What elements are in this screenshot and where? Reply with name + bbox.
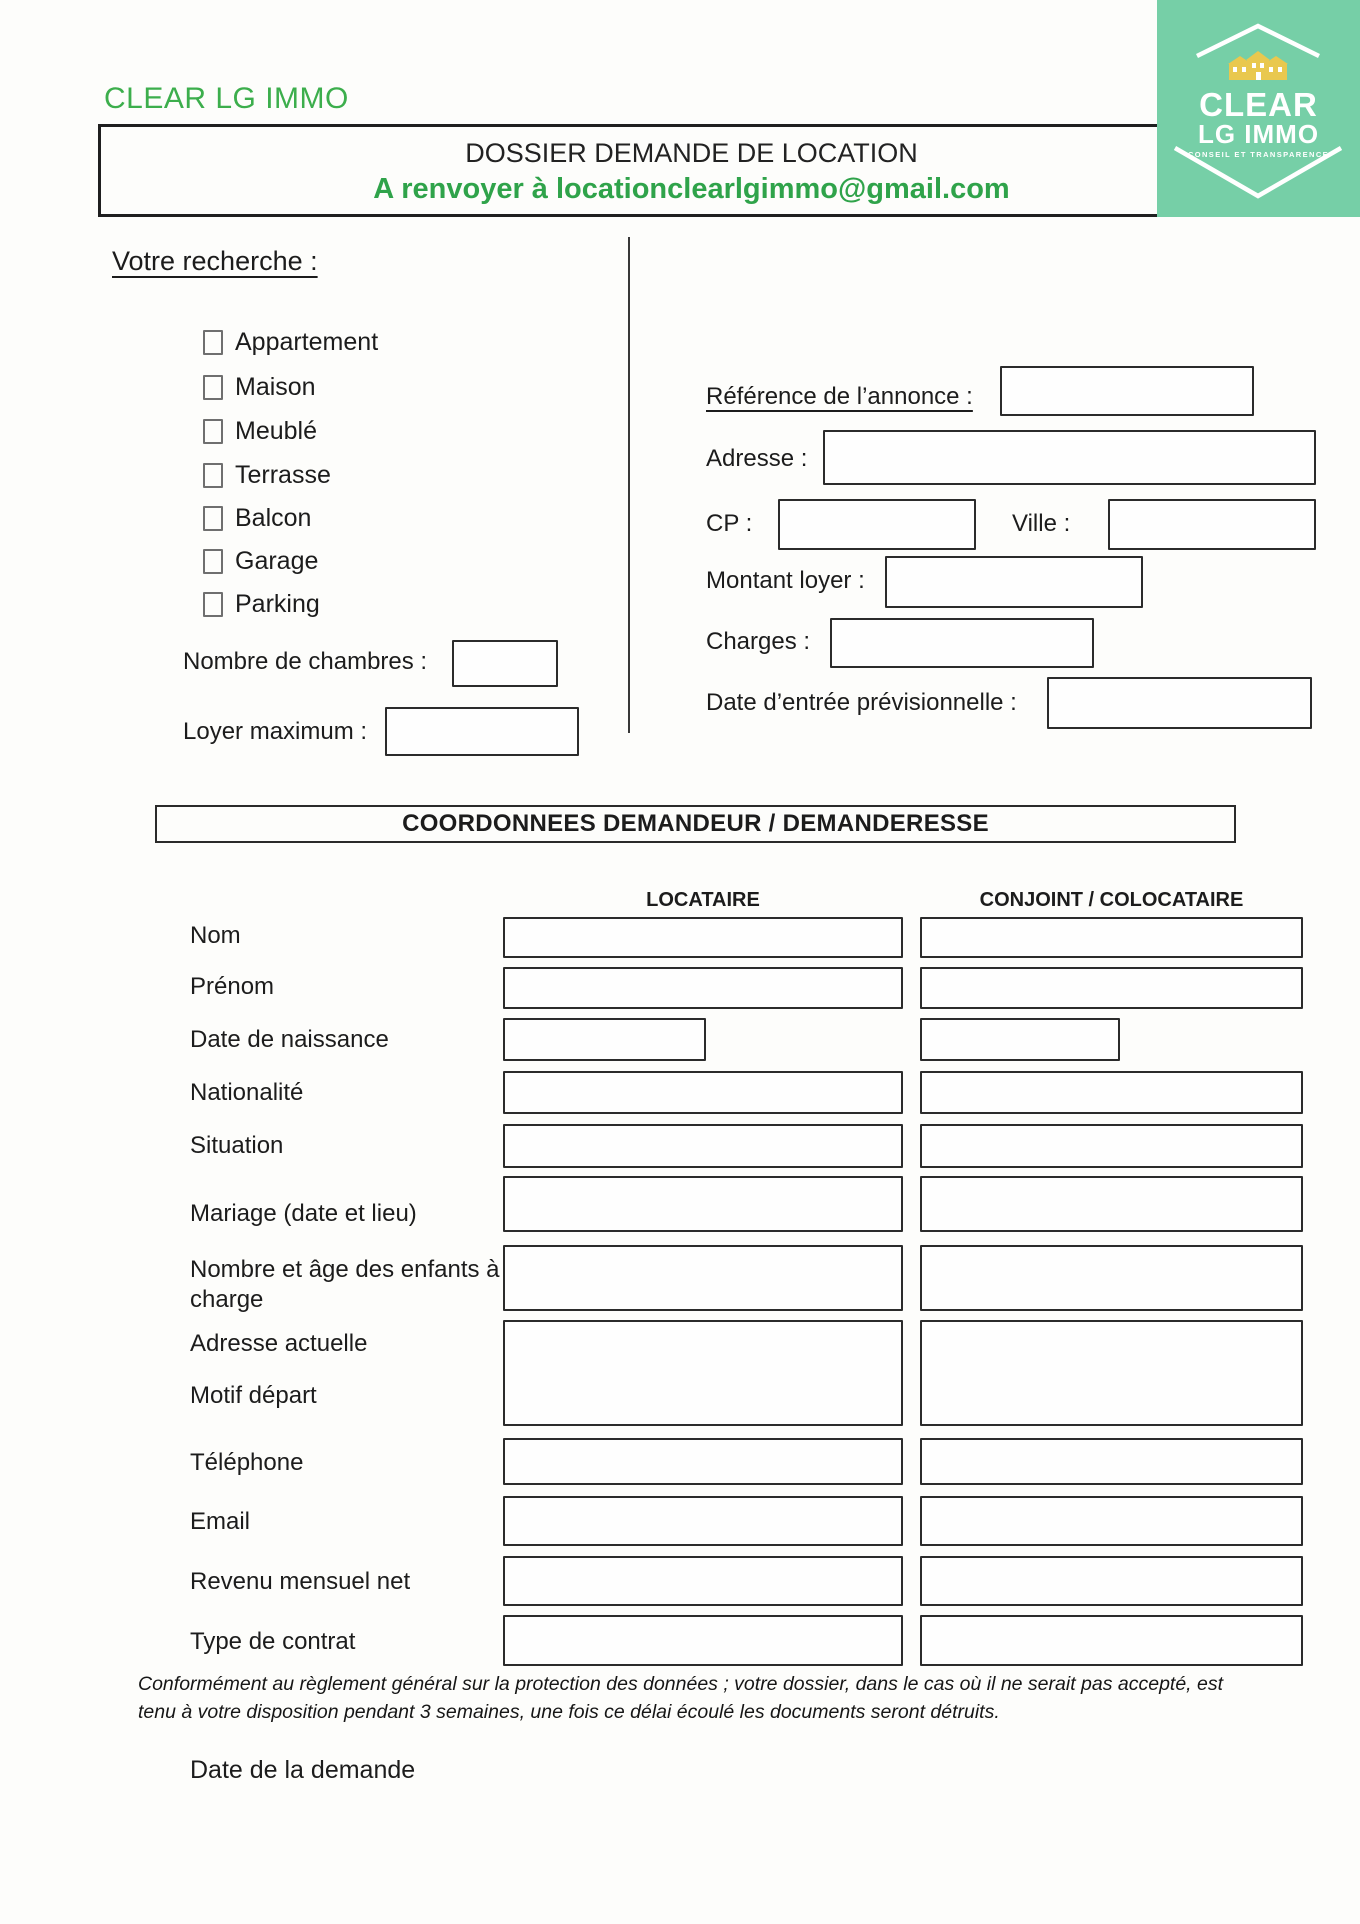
checkbox-row-parking[interactable] [203, 590, 320, 619]
terrasse-checkbox[interactable] [203, 463, 223, 488]
row-label-enfants: Nombre et âge des enfants à charge [190, 1256, 500, 1313]
enfants-locataire-input[interactable] [503, 1245, 903, 1311]
agency-badge [1157, 0, 1360, 217]
rgpd-legal-line-2: tenu à votre disposition pendant 3 semaines, une fois ce délai écoulé les documents seront détruits. [138, 1701, 1000, 1723]
return-email-line: A renvoyer à locationclearlgimmo@gmail.com [373, 173, 1010, 205]
nom-conjoint-input[interactable] [920, 917, 1303, 958]
situation-locataire-input[interactable] [503, 1124, 903, 1168]
checkbox-row-appartement[interactable] [203, 328, 378, 357]
telephone-conjoint-input[interactable] [920, 1438, 1303, 1485]
enfants-conjoint-input[interactable] [920, 1245, 1303, 1311]
row-label-nom: Nom [190, 922, 241, 949]
type-contrat-conjoint-input[interactable] [920, 1615, 1303, 1666]
row-label-adresse-actuelle: Adresse actuelle [190, 1330, 368, 1357]
row-label-type-contrat: Type de contrat [190, 1628, 356, 1655]
row-label-revenu: Revenu mensuel net [190, 1568, 411, 1595]
rooms-input[interactable] [452, 640, 558, 687]
parking-label: Parking [235, 590, 320, 618]
maison-checkbox[interactable] [203, 375, 223, 400]
garage-checkbox[interactable] [203, 549, 223, 574]
checkbox-row-terrasse[interactable] [203, 461, 331, 490]
checkbox-row-garage[interactable] [203, 547, 318, 576]
max-rent-input[interactable] [385, 707, 579, 756]
rgpd-legal-text [138, 1670, 1323, 1726]
row-label-prenom: Prénom [190, 973, 275, 1000]
maison-label: Maison [235, 373, 316, 401]
row-label-motif-depart: Motif départ [190, 1382, 317, 1409]
column-header-locataire: LOCATAIRE [646, 889, 760, 911]
address-label: Adresse : [706, 445, 808, 472]
nationalite-conjoint-input[interactable] [920, 1071, 1303, 1114]
email-conjoint-input[interactable] [920, 1496, 1303, 1546]
prenom-locataire-input[interactable] [503, 967, 903, 1009]
charges-input[interactable] [830, 618, 1094, 668]
adresse-motif-conjoint-input[interactable] [920, 1320, 1303, 1426]
entry-date-input[interactable] [1047, 677, 1312, 729]
email-locataire-input[interactable] [503, 1496, 903, 1546]
date-naissance-locataire-input[interactable] [503, 1018, 706, 1061]
mariage-locataire-input[interactable] [503, 1176, 903, 1232]
coordinates-section-title: COORDONNEES DEMANDEUR / DEMANDERESSE [155, 805, 1236, 843]
reference-label: Référence de l’annonce : [706, 383, 973, 410]
row-label-nationalite: Nationalité [190, 1079, 304, 1106]
nationalite-locataire-input[interactable] [503, 1071, 903, 1114]
houses-icon [1228, 51, 1288, 80]
row-label-email: Email [190, 1508, 251, 1535]
rgpd-legal-line-1: Conformément au règlement général sur la protection des données ; votre dossier, dans le cas où il ne serait pas accepté, est [138, 1673, 1224, 1695]
charges-label: Charges : [706, 628, 811, 655]
parking-checkbox[interactable] [203, 592, 223, 617]
meuble-checkbox[interactable] [203, 419, 223, 444]
brand-logo-text: CLEAR LG IMMO [104, 82, 349, 115]
rooms-label: Nombre de chambres : [183, 648, 428, 675]
badge-title: CLEAR [1199, 86, 1318, 123]
rent-input[interactable] [885, 556, 1143, 608]
adresse-motif-locataire-input[interactable] [503, 1320, 903, 1426]
balcon-checkbox[interactable] [203, 506, 223, 531]
request-date-label: Date de la demande [190, 1756, 416, 1784]
cp-label: CP : [706, 510, 753, 537]
situation-conjoint-input[interactable] [920, 1124, 1303, 1168]
type-contrat-locataire-input[interactable] [503, 1615, 903, 1666]
entry-date-label: Date d’entrée prévisionnelle : [706, 689, 1017, 716]
row-label-telephone: Téléphone [190, 1449, 304, 1476]
balcon-label: Balcon [235, 504, 312, 532]
form-title: DOSSIER DEMANDE DE LOCATION [465, 138, 918, 168]
meuble-label: Meublé [235, 417, 317, 445]
appartement-checkbox[interactable] [203, 330, 223, 355]
header-box [98, 124, 1285, 217]
badge-tagline: CONSEIL ET TRANSPARENCE [1187, 150, 1330, 159]
revenu-conjoint-input[interactable] [920, 1556, 1303, 1606]
checkbox-row-maison[interactable] [203, 373, 316, 402]
checkbox-row-meuble[interactable] [203, 417, 317, 446]
city-input[interactable] [1108, 499, 1316, 550]
checkbox-row-balcon[interactable] [203, 504, 311, 533]
row-label-situation: Situation [190, 1132, 284, 1159]
garage-label: Garage [235, 547, 319, 575]
rent-label: Montant loyer : [706, 567, 865, 594]
cp-input[interactable] [778, 499, 976, 550]
column-header-conjoint: CONJOINT / COLOCATAIRE [979, 889, 1244, 911]
badge-subtitle: LG IMMO [1197, 119, 1320, 149]
search-section-title: Votre recherche : [112, 246, 318, 276]
nom-locataire-input[interactable] [503, 917, 903, 958]
telephone-locataire-input[interactable] [503, 1438, 903, 1485]
date-naissance-conjoint-input[interactable] [920, 1018, 1120, 1061]
section-divider-line [628, 237, 630, 733]
appartement-label: Appartement [235, 328, 379, 356]
terrasse-label: Terrasse [235, 461, 331, 489]
revenu-locataire-input[interactable] [503, 1556, 903, 1606]
prenom-conjoint-input[interactable] [920, 967, 1303, 1009]
city-label: Ville : [1012, 510, 1071, 537]
row-label-date-naissance: Date de naissance [190, 1026, 389, 1053]
reference-input[interactable] [1000, 366, 1254, 416]
mariage-conjoint-input[interactable] [920, 1176, 1303, 1232]
max-rent-label: Loyer maximum : [183, 718, 368, 745]
address-input[interactable] [823, 430, 1316, 485]
row-label-mariage: Mariage (date et lieu) [190, 1200, 417, 1227]
